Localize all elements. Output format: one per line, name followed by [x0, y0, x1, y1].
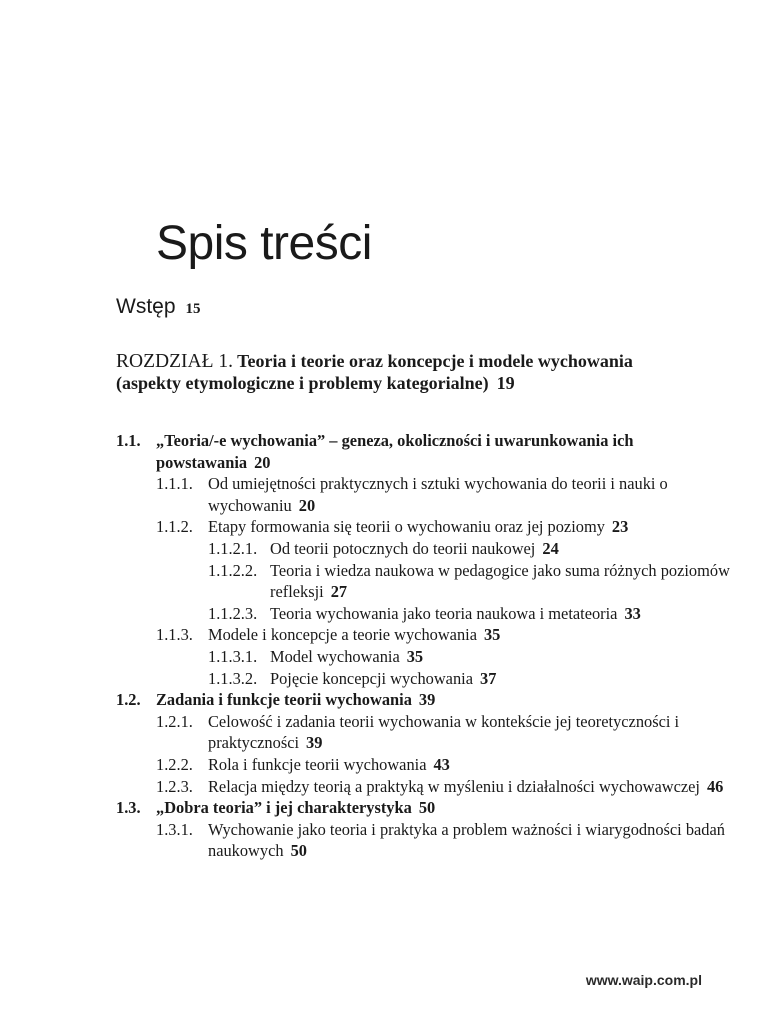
entry-page-number: 35 — [483, 625, 501, 645]
toc-entry — [116, 430, 736, 473]
entry-page-number: 24 — [542, 538, 559, 558]
entry-page-number: 20 — [298, 495, 316, 515]
entry-page-number: 20 — [254, 452, 271, 472]
entry-number: 1.2. — [116, 690, 141, 710]
entry-number: 1.1.1. — [156, 474, 193, 494]
toc-entry — [116, 560, 736, 603]
chapter-page-number: 19 — [496, 372, 515, 393]
toc-entry — [116, 797, 736, 819]
entry-title: Rola i funkcje teorii wychowania — [208, 754, 427, 774]
entry-number: 1.2.3. — [156, 776, 193, 796]
entry-number: 1.3. — [116, 798, 141, 818]
entry-page-number: 37 — [480, 668, 497, 688]
entry-page-number: 50 — [418, 798, 436, 818]
entry-title: Relacja między teorią a praktyką w myśleniu i działalności wychowawczej — [208, 776, 700, 796]
toc-entry — [116, 516, 736, 538]
entry-title: Pojęcie koncepcji wychowania — [270, 668, 473, 688]
entry-title: Od teorii potocznych do teorii naukowej — [270, 538, 536, 558]
entry-page-number: 27 — [330, 582, 348, 602]
intro-label: Wstęp — [116, 295, 176, 318]
toc-entry — [116, 819, 736, 862]
entry-page-number: 23 — [611, 517, 629, 537]
toc-entry — [116, 538, 736, 560]
toc-chapter-heading — [116, 351, 676, 394]
entry-number: 1.2.2. — [156, 754, 193, 774]
entry-page-number: 43 — [433, 754, 450, 774]
entry-title: „Teoria/-e wychowania” – geneza, okoliczności i uwarunkowania ich powstawania — [156, 431, 634, 472]
toc-entry — [116, 668, 736, 690]
entry-title: Wychowanie jako teoria i praktyka a problem ważności i wiarygodności badań naukowych — [208, 819, 725, 861]
entry-number: 1.2.1. — [156, 711, 193, 731]
publisher-url: www.waip.com.pl — [585, 972, 702, 988]
entry-title: Zadania i funkcje teorii wychowania — [156, 690, 412, 710]
toc-intro-entry — [116, 292, 201, 324]
toc-entry — [116, 689, 736, 711]
entry-page-number: 33 — [624, 603, 641, 623]
toc-entry — [116, 473, 736, 516]
entry-title: Model wychowania — [270, 646, 400, 666]
entry-page-number: 50 — [290, 841, 307, 861]
chapter-title: Teoria i teorie oraz koncepcje i modele wychowania (aspekty etymologiczne i problemy kategorialne) — [116, 351, 633, 393]
entry-number: 1.1.3. — [156, 625, 193, 645]
page-title: Spis treści — [156, 217, 372, 270]
toc-entry — [116, 711, 736, 754]
toc-list — [116, 430, 736, 862]
toc-entry — [116, 624, 736, 646]
entry-title: „Dobra teoria” i jej charakterystyka — [156, 798, 412, 818]
toc-entry — [116, 754, 736, 776]
intro-page-number: 15 — [185, 301, 201, 317]
entry-page-number: 39 — [418, 690, 436, 710]
entry-page-number: 35 — [406, 646, 424, 666]
entry-number: 1.1.3.2. — [208, 668, 258, 688]
entry-number: 1.1.2.1. — [208, 538, 258, 558]
entry-title: Modele i koncepcje a teorie wychowania — [208, 625, 477, 645]
entry-page-number: 39 — [306, 733, 323, 753]
entry-title: Etapy formowania się teorii o wychowaniu oraz jej poziomy — [208, 517, 605, 537]
entry-title: Od umiejętności praktycznych i sztuki wychowania do teorii i nauki o wychowaniu — [208, 474, 668, 515]
entry-title: Celowość i zadania teorii wychowania w kontekście jej teoretyczności i praktyczności — [208, 711, 680, 753]
entry-number: 1.1.2.2. — [208, 560, 258, 580]
toc-entry — [116, 646, 736, 668]
entry-number: 1.1. — [116, 431, 141, 450]
entry-number: 1.1.3.1. — [208, 646, 258, 666]
entry-number: 1.1.2.3. — [208, 603, 258, 623]
entry-page-number: 46 — [706, 776, 724, 796]
entry-title: Teoria wychowania jako teoria naukowa i metateoria — [270, 603, 618, 623]
entry-number: 1.1.2. — [156, 517, 193, 537]
entry-number: 1.3.1. — [156, 819, 193, 839]
entry-title: Teoria i wiedza naukowa w pedagogice jako suma różnych poziomów refleksji — [270, 560, 730, 602]
chapter-lead: ROZDZIAŁ 1. — [116, 351, 233, 372]
toc-entry — [116, 603, 736, 625]
toc-entry — [116, 776, 736, 798]
